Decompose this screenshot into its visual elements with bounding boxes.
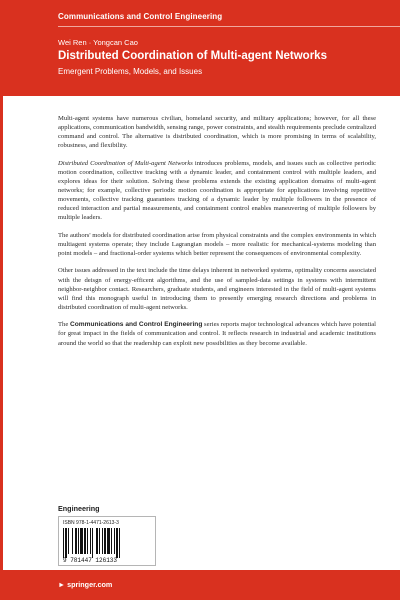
blurb-paragraph-2 xyxy=(58,159,376,223)
series-name: Communications and Control Engineering xyxy=(58,12,223,21)
header-band xyxy=(0,0,400,96)
barcode-icon xyxy=(63,528,153,556)
blurb-series-reference: Communications and Control Engineering xyxy=(69,321,203,329)
blurb-paragraph-5 xyxy=(58,320,376,347)
authors: Wei Ren · Yongcan Cao xyxy=(58,38,138,47)
subject-category: Engineering xyxy=(58,504,100,513)
blurb-paragraph-2-text: introduces problems, models, and issues such as collective periodic motion coordination, collective tracking with a dynamic leader, and containment control with multiple leaders, and explores ideas for their solution. Solving these problems extends the existing application domains of multi-agent networks; for example, collective periodic motion coordination is appropriate for applications involving repetitive movements, collective tracking guarantees tracking of a dynamic leader by multiple followers in the presence of reduced interaction and partial measurements, and containment control enables maneuvering of multiple followers by multiple leaders. xyxy=(58,159,376,222)
isbn-barcode xyxy=(58,516,156,566)
footer-band xyxy=(0,570,400,600)
blurb-paragraph-1: Multi-agent systems have numerous civilian, homeland security, and military applications; however, for all these applications, communication bandwidth, sensing range, power constraints, and stealth requirements preclude centralized command and control. The alternative is distributed coordination, which is more promising in terms of scalability, robustness, and flexibility. xyxy=(58,115,376,150)
book-subtitle: Emergent Problems, Models, and Issues xyxy=(58,67,203,76)
blurb-paragraph-5-lead: The xyxy=(58,321,70,329)
isbn-label: ISBN 978-1-4471-2613-3 xyxy=(63,520,119,526)
blurb-paragraph-5-text: series reports major technological advances which have potential for great impact in the fields of communication and control. It reflects research in industrial and academic institutions around the world so that the readership can exploit new possibilities as they become available. xyxy=(58,321,376,347)
barcode-number: 9 781447 126133 xyxy=(63,557,118,564)
book-title: Distributed Coordination of Multi-agent Networks xyxy=(58,50,327,62)
side-accent-bar xyxy=(0,96,3,600)
blurb-title-reference: Distributed Coordination of Multi-agent Networks xyxy=(58,159,193,167)
header-rule xyxy=(58,26,400,27)
publisher-link[interactable]: ► springer.com xyxy=(58,580,113,589)
blurb-paragraph-4: Other issues addressed in the text include the time delays inherent in networked systems, optimality concerns associated with the deisgn of energy-efficent algorithms, and the use of sampled-data settings in systems with intermittent neighbor-neighbor contact. Researchers, graduate students, and engineers interested in the field of multi-agent systems will find this monograph useful in introducing them to presently emerging research directions and problems in distributed coordination of multi-agent networks. xyxy=(58,267,376,311)
blurb-text xyxy=(58,114,376,356)
blurb-paragraph-3: The authors' models for distributed coordination arise from physical constraints and the complex environments in which multiagent systems operate; they include Lagrangian models – more realistic for mechanical-systems modeling than point models – and fractional-order systems which better represent the consequences of environmental complexity. xyxy=(58,231,376,257)
